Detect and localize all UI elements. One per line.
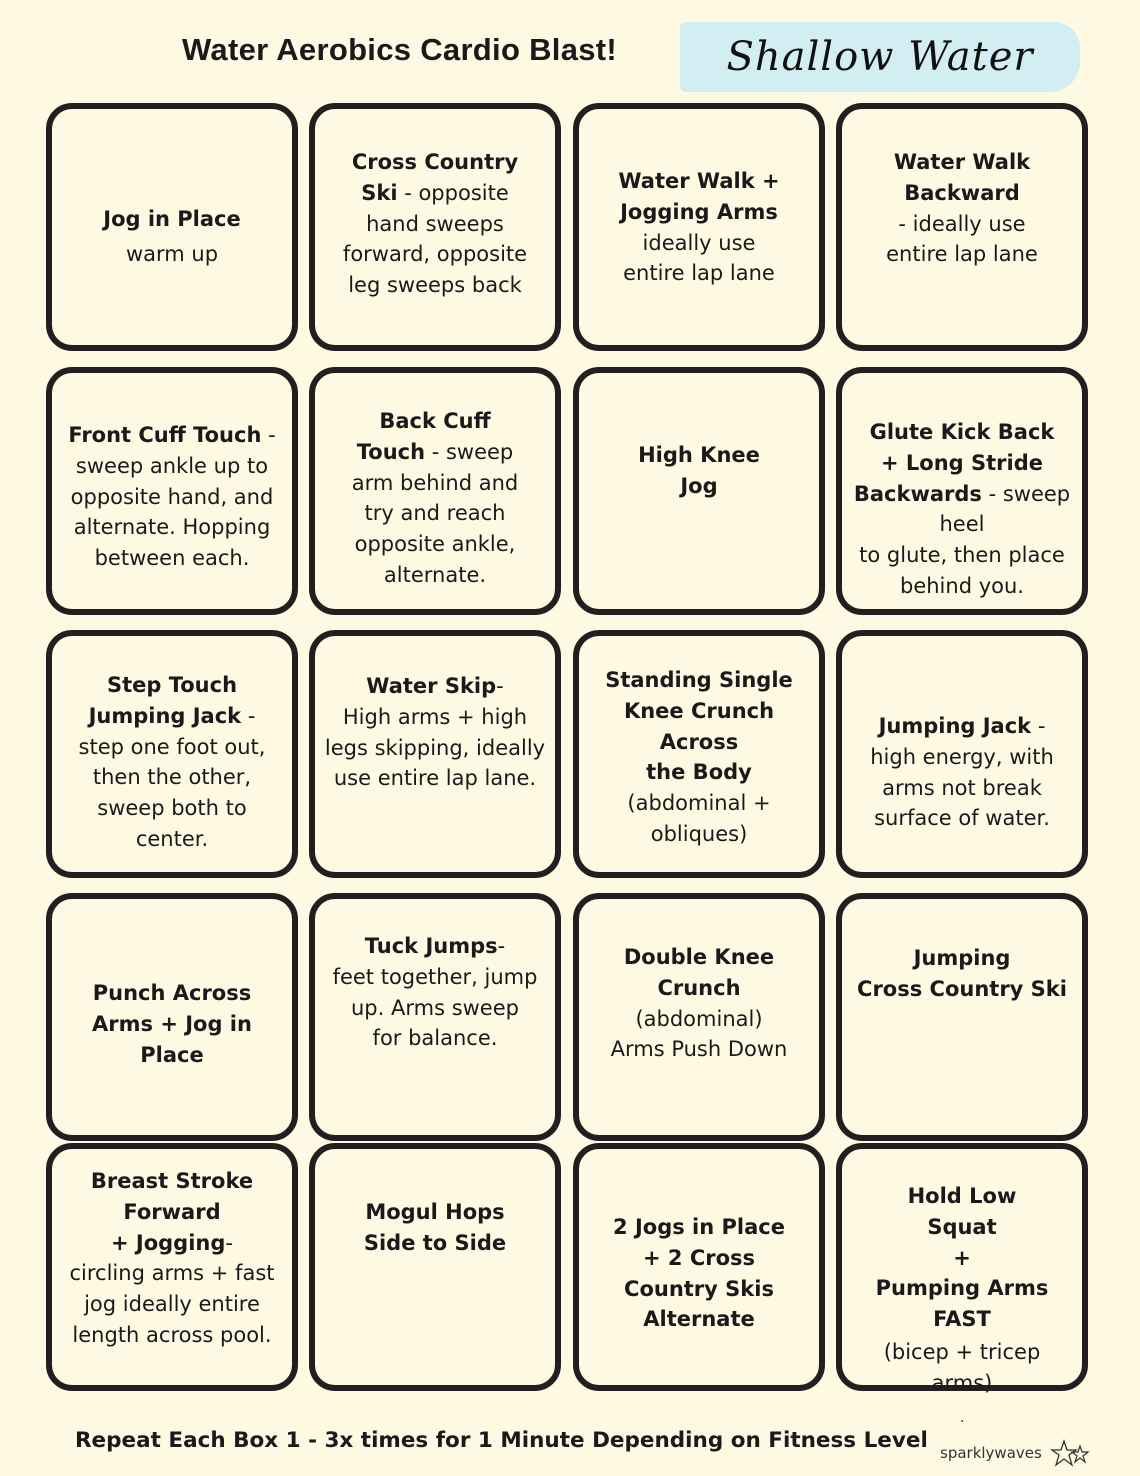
exercise-line bbox=[848, 571, 1076, 602]
exercise-name: Place bbox=[140, 1042, 204, 1067]
exercise-name: Arms + Jog in bbox=[92, 1011, 252, 1036]
exercise-text bbox=[585, 1212, 813, 1335]
exercise-line bbox=[321, 437, 549, 468]
exercise-name: Cross Country Ski bbox=[857, 976, 1067, 1001]
exercise-description: between each. bbox=[94, 546, 250, 571]
exercise-line bbox=[585, 788, 813, 819]
exercise-line bbox=[585, 1034, 813, 1065]
exercise-description: use entire lap lane. bbox=[333, 766, 537, 791]
exercise-line bbox=[58, 239, 286, 270]
exercise-text bbox=[58, 978, 286, 1070]
exercise-card bbox=[46, 103, 298, 351]
exercise-description: (abdominal) bbox=[635, 1006, 763, 1031]
exercise-text bbox=[321, 406, 549, 591]
exercise-text bbox=[848, 711, 1076, 834]
exercise-description: warm up bbox=[125, 241, 219, 266]
exercise-description: - bbox=[261, 423, 276, 447]
exercise-description: (abdominal + bbox=[627, 791, 771, 816]
exercise-line bbox=[321, 993, 549, 1024]
sparkle-stars-icon bbox=[1050, 1438, 1090, 1468]
exercise-line bbox=[58, 1009, 286, 1040]
exercise-description: - bbox=[497, 934, 506, 958]
exercise-line bbox=[58, 824, 286, 855]
exercise-name: Alternate bbox=[643, 1307, 755, 1332]
exercise-description: entire lap lane bbox=[623, 261, 775, 286]
exercise-line bbox=[321, 178, 549, 209]
exercise-description: legs skipping, ideally bbox=[324, 735, 546, 760]
exercise-description: forward, opposite bbox=[342, 242, 528, 267]
exercise-line bbox=[321, 147, 549, 178]
exercise-line bbox=[848, 943, 1076, 974]
exercise-card bbox=[46, 893, 298, 1141]
exercise-description: to glute, then place bbox=[859, 543, 1065, 568]
exercise-name: Touch bbox=[356, 439, 426, 464]
exercise-name: + Jogging bbox=[111, 1230, 226, 1255]
exercise-description: entire lap lane bbox=[886, 242, 1038, 267]
exercise-name: Jumping Jack bbox=[88, 703, 242, 728]
exercise-line bbox=[585, 166, 813, 197]
exercise-line bbox=[848, 974, 1076, 1005]
shallow-water-badge bbox=[680, 22, 1080, 92]
exercise-description: jog ideally entire bbox=[84, 1292, 260, 1317]
exercise-name: Country Skis bbox=[624, 1276, 774, 1301]
exercise-name: Front Cuff Touch bbox=[68, 423, 262, 447]
exercise-name: + bbox=[953, 1245, 971, 1270]
exercise-card bbox=[573, 893, 825, 1141]
exercise-line bbox=[848, 178, 1076, 209]
exercise-line bbox=[848, 209, 1076, 240]
exercise-line bbox=[321, 763, 549, 794]
exercise-name: the Body bbox=[646, 760, 752, 785]
exercise-name: Side to Side bbox=[363, 1230, 507, 1255]
exercise-description: step one foot out, bbox=[78, 734, 266, 759]
exercise-description: arm behind and bbox=[351, 470, 519, 495]
exercise-line bbox=[58, 1320, 286, 1351]
exercise-text bbox=[848, 417, 1076, 602]
exercise-line bbox=[848, 803, 1076, 834]
exercise-line bbox=[848, 1243, 1076, 1274]
exercise-name: Jog in Place bbox=[103, 207, 241, 231]
brand-label: sparklywaves bbox=[940, 1444, 1042, 1462]
exercise-card bbox=[573, 103, 825, 351]
exercise-card bbox=[573, 1143, 825, 1391]
exercise-name: Step Touch bbox=[106, 673, 238, 697]
exercise-name: Jog bbox=[680, 473, 718, 498]
exercise-line bbox=[58, 732, 286, 763]
exercise-description: feet together, jump bbox=[332, 964, 538, 989]
exercise-description: - bbox=[1031, 714, 1046, 738]
exercise-name: Crunch bbox=[657, 975, 741, 1000]
exercise-description: length across pool. bbox=[72, 1322, 272, 1347]
exercise-text bbox=[585, 942, 813, 1065]
exercise-line bbox=[585, 197, 813, 228]
exercise-description: opposite hand, and bbox=[70, 484, 274, 509]
exercise-line bbox=[585, 1304, 813, 1335]
exercise-name: Double Knee bbox=[623, 945, 775, 969]
exercise-card bbox=[46, 1143, 298, 1391]
exercise-line bbox=[321, 702, 549, 733]
exercise-line bbox=[58, 670, 286, 701]
exercise-line bbox=[585, 757, 813, 788]
exercise-line bbox=[321, 209, 549, 240]
exercise-name: FAST bbox=[933, 1307, 991, 1332]
exercise-name: Water Walk + bbox=[618, 169, 780, 193]
exercise-line bbox=[585, 1274, 813, 1305]
exercise-line bbox=[848, 773, 1076, 804]
exercise-line bbox=[848, 479, 1076, 510]
exercise-card bbox=[309, 1143, 561, 1391]
exercise-line bbox=[58, 1228, 286, 1259]
exercise-name: Jogging Arms bbox=[620, 199, 778, 224]
exercise-name: Punch Across bbox=[92, 981, 252, 1005]
exercise-description: - ideally use bbox=[898, 211, 1026, 236]
exercise-line bbox=[585, 258, 813, 289]
exercise-name: Ski bbox=[361, 180, 398, 205]
exercise-name: Backward bbox=[904, 180, 1020, 205]
exercise-card bbox=[309, 630, 561, 878]
exercise-line bbox=[321, 239, 549, 270]
exercise-card bbox=[836, 103, 1088, 351]
exercise-line bbox=[585, 942, 813, 973]
exercise-text bbox=[585, 166, 813, 289]
exercise-name: Backwards bbox=[853, 481, 982, 506]
exercise-card bbox=[836, 630, 1088, 878]
exercise-line bbox=[848, 417, 1076, 448]
exercise-description: High arms + high bbox=[342, 704, 528, 729]
exercise-description: - sweep bbox=[981, 481, 1071, 506]
exercise-description: - sweep bbox=[425, 439, 514, 464]
exercise-description: center. bbox=[135, 826, 209, 851]
exercise-card bbox=[46, 367, 298, 615]
exercise-line bbox=[848, 1368, 1076, 1399]
exercise-text bbox=[58, 1166, 286, 1351]
exercise-line bbox=[585, 1004, 813, 1035]
exercise-line bbox=[585, 1243, 813, 1274]
exercise-name: Glute Kick Back bbox=[869, 420, 1055, 444]
exercise-description: surface of water. bbox=[874, 806, 1050, 831]
exercise-name: Back Cuff bbox=[379, 409, 491, 433]
exercise-card bbox=[309, 367, 561, 615]
exercise-line bbox=[585, 973, 813, 1004]
footer-instructions: Repeat Each Box 1 - 3x times for 1 Minute Depending on Fitness Level bbox=[75, 1428, 928, 1453]
exercise-line bbox=[321, 468, 549, 499]
exercise-name: Standing Single bbox=[605, 668, 793, 692]
exercise-line bbox=[585, 665, 813, 696]
exercise-card bbox=[573, 630, 825, 878]
exercise-line bbox=[321, 560, 549, 591]
exercise-name: Across bbox=[659, 729, 739, 754]
exercise-description: circling arms + fast bbox=[69, 1261, 275, 1286]
exercise-description: - bbox=[225, 1230, 233, 1255]
exercise-line bbox=[321, 733, 549, 764]
exercise-description: alternate. Hopping bbox=[73, 515, 271, 540]
exercise-card bbox=[573, 367, 825, 615]
exercise-name: Pumping Arms bbox=[875, 1276, 1049, 1301]
exercise-text bbox=[58, 420, 286, 574]
exercise-text bbox=[321, 671, 549, 794]
exercise-name: Hold Low bbox=[907, 1184, 1017, 1208]
exercise-text bbox=[585, 665, 813, 850]
exercise-description: Arms Push Down bbox=[610, 1037, 788, 1062]
exercise-text bbox=[321, 931, 549, 1054]
exercise-description: then the other, bbox=[92, 765, 252, 790]
exercise-card bbox=[309, 893, 561, 1141]
exercise-description: leg sweeps back bbox=[348, 273, 522, 298]
exercise-description: try and reach bbox=[364, 501, 506, 526]
exercise-line bbox=[848, 1181, 1076, 1212]
exercise-card bbox=[836, 1143, 1088, 1395]
exercise-line bbox=[321, 1023, 549, 1054]
exercise-description: - opposite bbox=[397, 180, 509, 205]
exercise-text bbox=[848, 943, 1076, 1005]
exercise-name: Squat bbox=[927, 1214, 997, 1239]
exercise-line bbox=[585, 1212, 813, 1243]
exercise-line bbox=[58, 978, 286, 1009]
exercise-name: Water Skip bbox=[366, 674, 497, 698]
exercise-text bbox=[848, 1181, 1076, 1399]
exercise-line bbox=[848, 448, 1076, 479]
exercise-description: high energy, with bbox=[870, 744, 1054, 769]
exercise-description: arms) bbox=[931, 1370, 993, 1395]
exercise-line bbox=[58, 1289, 286, 1320]
exercise-line bbox=[58, 512, 286, 543]
exercise-description: arms not break bbox=[882, 775, 1042, 800]
exercise-line bbox=[321, 671, 549, 702]
exercise-description: - bbox=[496, 674, 504, 698]
page-title: Water Aerobics Cardio Blast! bbox=[182, 32, 618, 67]
exercise-description: behind you. bbox=[900, 573, 1024, 598]
exercise-line bbox=[321, 270, 549, 301]
exercise-line bbox=[321, 529, 549, 560]
exercise-text bbox=[848, 147, 1076, 270]
exercise-line bbox=[848, 1212, 1076, 1243]
badge-text: Shallow Water bbox=[726, 34, 1034, 80]
exercise-line bbox=[58, 793, 286, 824]
exercise-name: Forward bbox=[123, 1199, 221, 1224]
exercise-line bbox=[58, 420, 286, 451]
exercise-line bbox=[848, 540, 1076, 571]
exercise-name: Mogul Hops bbox=[365, 1200, 505, 1224]
exercise-line bbox=[848, 239, 1076, 270]
exercise-name: Water Walk bbox=[893, 150, 1031, 174]
exercise-description: obliques) bbox=[650, 821, 748, 846]
exercise-line bbox=[848, 1337, 1076, 1368]
exercise-line bbox=[848, 509, 1076, 540]
exercise-description: - bbox=[241, 703, 256, 728]
exercise-description: sweep ankle up to bbox=[75, 453, 269, 478]
exercise-line bbox=[321, 498, 549, 529]
exercise-text bbox=[321, 1197, 549, 1259]
exercise-line bbox=[585, 727, 813, 758]
exercise-text bbox=[585, 440, 813, 502]
exercise-line bbox=[848, 742, 1076, 773]
exercise-card bbox=[836, 893, 1088, 1141]
exercise-name: Jumping Jack bbox=[878, 714, 1032, 738]
exercise-name: 2 Jogs in Place bbox=[613, 1215, 785, 1239]
exercise-line bbox=[58, 1040, 286, 1071]
exercise-line bbox=[585, 819, 813, 850]
exercise-line bbox=[585, 228, 813, 259]
exercise-name: + Long Stride bbox=[880, 450, 1043, 475]
exercise-name: Breast Stroke bbox=[90, 1169, 254, 1193]
exercise-line bbox=[321, 962, 549, 993]
exercise-line bbox=[321, 931, 549, 962]
exercise-line bbox=[58, 701, 286, 732]
exercise-line bbox=[585, 440, 813, 471]
exercise-line bbox=[848, 147, 1076, 178]
exercise-line bbox=[585, 696, 813, 727]
exercise-text bbox=[58, 204, 286, 270]
exercise-card bbox=[309, 103, 561, 351]
exercise-line bbox=[58, 1258, 286, 1289]
exercise-name: Jumping bbox=[913, 946, 1011, 970]
exercise-description: up. Arms sweep bbox=[351, 995, 519, 1020]
exercise-line bbox=[58, 762, 286, 793]
exercise-text bbox=[321, 147, 549, 301]
exercise-description: alternate. bbox=[383, 562, 487, 587]
exercise-description: (bicep + tricep bbox=[883, 1339, 1041, 1364]
exercise-name: Tuck Jumps bbox=[364, 934, 498, 958]
exercise-description: heel bbox=[939, 512, 985, 537]
exercise-line bbox=[848, 1273, 1076, 1304]
exercise-name: High Knee bbox=[638, 443, 760, 467]
exercise-description: opposite ankle, bbox=[354, 532, 516, 557]
exercise-line bbox=[321, 1228, 549, 1259]
exercise-name: + 2 Cross bbox=[642, 1245, 756, 1270]
exercise-description: sweep both to bbox=[97, 796, 247, 821]
exercise-line bbox=[321, 406, 549, 437]
exercise-line bbox=[58, 543, 286, 574]
exercise-text bbox=[58, 670, 286, 855]
exercise-line bbox=[848, 711, 1076, 742]
exercise-description: ideally use bbox=[642, 230, 756, 255]
exercise-line bbox=[58, 451, 286, 482]
exercise-card bbox=[46, 630, 298, 878]
exercise-line bbox=[58, 1197, 286, 1228]
exercise-name: Knee Crunch bbox=[623, 698, 775, 723]
trailing-dot: . bbox=[960, 1410, 965, 1426]
exercise-description: for balance. bbox=[372, 1026, 498, 1051]
exercise-line bbox=[58, 1166, 286, 1197]
exercise-line bbox=[321, 1197, 549, 1228]
exercise-card bbox=[836, 367, 1088, 615]
exercise-name: Cross Country bbox=[351, 150, 519, 174]
exercise-line bbox=[58, 482, 286, 513]
exercise-description: hand sweeps bbox=[366, 211, 504, 236]
exercise-line bbox=[585, 471, 813, 502]
